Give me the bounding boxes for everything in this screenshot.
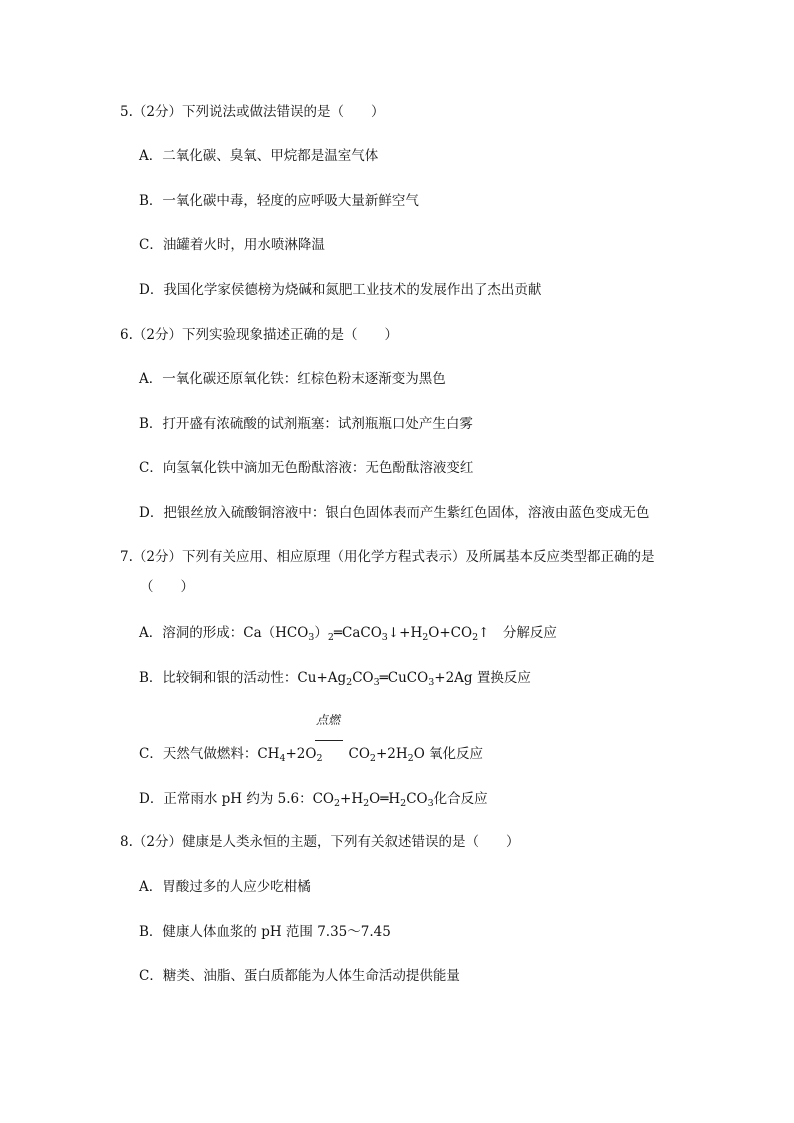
question-6-option-c: C．向氢氧化铁中滴加无色酚酞溶液：无色酚酞溶液变红 xyxy=(139,460,474,476)
reaction-condition-line xyxy=(315,740,343,741)
question-6-stem: 6.（2分）下列实验现象描述正确的是（ ） xyxy=(120,327,398,343)
question-5-option-c: C．油罐着火时，用水喷淋降温 xyxy=(139,237,325,253)
question-5-option-d: D．我国化学家侯德榜为烧碱和氮肥工业技术的发展作出了杰出贡献 xyxy=(139,282,542,298)
question-6-option-a: A．一氧化碳还原氧化铁：红棕色粉末逐渐变为黑色 xyxy=(139,371,446,387)
question-6-option-b: B．打开盛有浓硫酸的试剂瓶塞：试剂瓶瓶口处产生白雾 xyxy=(139,416,473,432)
question-7-stem: 7.（2分）下列有关应用、相应原理（用化学方程式表示）及所属基本反应类型都正确的是 xyxy=(120,549,655,565)
question-7-option-d: D．正常雨水 pH 约为 5.6：$CO_2+H_2O═H_2CO_3$化合反应 xyxy=(139,791,488,809)
question-7-option-b: B．比较铜和银的活动性：$Cu+Ag_2CO_3═CuCO_3+2Ag$ 置换反应 xyxy=(139,670,531,688)
question-8-option-c: C．糖类、油脂、蛋白质都能为人体生命活动提供能量 xyxy=(139,968,460,984)
question-8-stem: 8.（2分）健康是人类永恒的主题，下列有关叙述错误的是（ ） xyxy=(120,834,520,850)
question-8-option-b: B．健康人体血浆的 pH 范围 7.35～7.45 xyxy=(139,924,391,940)
question-7-option-c: C．天然气做燃料：$CH_4+2O_2$ $CO_2+2H_2O$ 氧化反应 xyxy=(139,746,484,764)
question-7-option-a: A．溶洞的形成：$Ca(HCO_3)_2═CaCO_3↓+H_2O+CO_2↑$ 分解反应 xyxy=(139,625,557,643)
question-5-option-b: B．一氧化碳中毒，轻度的应呼吸大量新鲜空气 xyxy=(139,193,419,209)
reaction-condition-ignite: 点燃 xyxy=(316,713,341,727)
question-8-option-a: A．胃酸过多的人应少吃柑橘 xyxy=(139,879,311,895)
question-6-option-d: D．把银丝放入硫酸铜溶液中：银白色固体表而产生紫红色固体，溶液由蓝色变成无色 xyxy=(139,505,650,521)
question-5-stem: 5.（2分）下列说法或做法错误的是（ ） xyxy=(120,104,385,120)
question-5-option-a: A．二氧化碳、臭氧、甲烷都是温室气体 xyxy=(139,148,379,164)
question-7-stem-continuation: （ ） xyxy=(140,579,194,595)
